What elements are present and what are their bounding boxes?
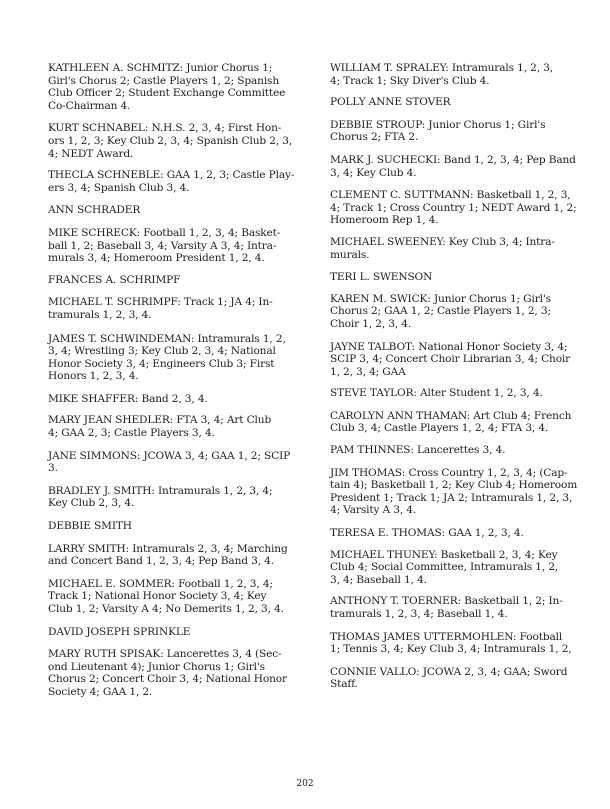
student-entry bbox=[48, 296, 316, 321]
student-entry bbox=[48, 520, 316, 533]
entry-line: 3, 4; Baseball 1, 4. bbox=[330, 573, 427, 586]
entry-line: Girl's Chorus 2; Castle Players 1, 2; Spanish bbox=[48, 74, 280, 87]
entry-line: ANTHONY T. TOERNER: Basketball 1, 2; In- bbox=[330, 595, 563, 608]
entry-line: LARRY SMITH: Intramurals 2, 3, 4; Marching bbox=[48, 542, 288, 555]
entry-line: ond Lieutenant 4); Junior Chorus 1; Girl's bbox=[48, 660, 265, 673]
entry-line: MICHAEL E. SOMMER: Football 1, 2, 3, 4; bbox=[48, 577, 273, 590]
entry-line: tramurals 1, 2, 3, 4. bbox=[48, 308, 152, 321]
entry-line: 3, 4; Wrestling 3; Key Club 2, 3, 4; National bbox=[48, 345, 276, 358]
entry-line: MARY JEAN SHEDLER: FTA 3, 4; Art Club bbox=[48, 414, 272, 427]
student-entry bbox=[48, 485, 316, 510]
entry-line: TERI L. SWENSON bbox=[330, 271, 433, 284]
entry-line: Track 1; National Honor Society 3, 4; Key bbox=[48, 590, 267, 603]
entry-line: BRADLEY J. SMITH: Intramurals 1, 2, 3, 4; bbox=[48, 484, 273, 497]
entry-line: Choir 1, 2, 3, 4. bbox=[330, 317, 412, 330]
entry-line: ers 3, 4; Spanish Club 3, 4. bbox=[48, 181, 190, 194]
entry-line: WILLIAM T. SPRALEY: Intramurals 1, 2, 3, bbox=[330, 62, 553, 74]
entry-line: Co-Chairman 4. bbox=[48, 99, 131, 112]
entry-line: 4; NEDT Award. bbox=[48, 147, 134, 160]
entry-line: MIKE SCHRECK: Football 1, 2, 3, 4; Basket- bbox=[48, 226, 281, 239]
student-entry bbox=[48, 578, 316, 616]
entry-line: JAMES T. SCHWINDEMAN: Intramurals 1, 2, bbox=[48, 332, 286, 345]
student-entry bbox=[48, 626, 316, 639]
student-entry bbox=[48, 393, 316, 406]
student-entry bbox=[48, 450, 316, 475]
entry-line: murals. bbox=[330, 248, 370, 261]
entry-line: Club 1, 2; Varsity A 4; No Demerits 1, 2, 3, 4. bbox=[48, 603, 284, 615]
entry-line: POLLY ANNE STOVER bbox=[330, 96, 451, 109]
student-entry bbox=[330, 595, 588, 620]
student-entry bbox=[330, 467, 588, 517]
entry-line: STEVE TAYLOR: Alter Student 1, 2, 3, 4. bbox=[330, 387, 543, 400]
entry-line: ball 1, 2; Baseball 3, 4; Varsity A 3, 4; Intra- bbox=[48, 239, 277, 252]
entry-line: THOMAS JAMES UTTERMOHLEN: Football bbox=[330, 630, 563, 643]
entry-line: MICHAEL SWEENEY: Key Club 3, 4; Intra- bbox=[330, 235, 555, 248]
entry-line: 1; Tennis 3, 4; Key Club 3, 4; Intramurals 1, 2, bbox=[330, 643, 572, 656]
entry-line: MICHAEL THUNEY: Basketball 2, 3, 4; Key bbox=[330, 548, 558, 561]
entry-line: THECLA SCHNEBLE: GAA 1, 2, 3; Castle Play- bbox=[48, 169, 295, 182]
entry-line: Chorus 2; FTA 2. bbox=[330, 131, 419, 144]
entry-line: President 1; Track 1; JA 2; Intramurals 1, 2, 3, bbox=[330, 491, 573, 504]
student-entry bbox=[330, 410, 588, 435]
entry-line: 4; Track 1; Cross Country 1; NEDT Award 1, 2; bbox=[330, 201, 577, 214]
student-entry bbox=[330, 387, 588, 400]
entry-line: KAREN M. SWICK: Junior Chorus 1; Girl's bbox=[330, 292, 551, 305]
entry-line: MARY RUTH SPISAK: Lancerettes 3, 4 (Sec- bbox=[48, 648, 282, 661]
entry-line: DEBBIE STROUP: Junior Chorus 1; Girl's bbox=[330, 118, 546, 131]
student-entry bbox=[48, 204, 316, 217]
student-entry bbox=[330, 549, 588, 587]
entry-line: Key Club 2, 3, 4. bbox=[48, 497, 135, 510]
entry-line: FRANCES A. SCHRIMPF bbox=[48, 273, 181, 286]
entry-line: SCIP 3, 4; Concert Choir Librarian 3, 4; Choir bbox=[330, 353, 571, 366]
student-entry bbox=[48, 169, 316, 194]
left-column bbox=[48, 62, 316, 699]
student-entry bbox=[48, 274, 316, 287]
entry-line: MARK J. SUCHECKI: Band 1, 2, 3, 4; Pep Band bbox=[330, 153, 576, 166]
right-column bbox=[330, 62, 588, 691]
student-entry bbox=[330, 62, 588, 87]
student-entry bbox=[330, 154, 588, 179]
entry-line: tramurals 1, 2, 3, 4; Baseball 1, 4. bbox=[330, 608, 508, 620]
entry-line: CAROLYN ANN THAMAN: Art Club 4; French bbox=[330, 409, 572, 422]
student-entry bbox=[48, 543, 316, 568]
entry-line: ors 1, 2, 3; Key Club 2, 3, 4; Spanish Club 2, 3, bbox=[48, 134, 293, 147]
entry-line: Club Officer 2; Student Exchange Committee bbox=[48, 87, 286, 100]
entry-line: Club 4; Social Committee, Intramurals 1, 2, bbox=[330, 561, 559, 574]
entry-line: MIKE SHAFFER: Band 2, 3, 4. bbox=[48, 392, 208, 405]
student-entry bbox=[48, 414, 316, 439]
student-entry bbox=[330, 271, 588, 284]
entry-line: Society 4; GAA 1, 2. bbox=[48, 685, 153, 698]
entry-line: 3, 4; Key Club 4. bbox=[330, 166, 417, 179]
student-entry bbox=[330, 96, 588, 109]
student-entry bbox=[330, 119, 588, 144]
entry-line: murals 3, 4; Homeroom President 1, 2, 4. bbox=[48, 252, 265, 265]
entry-line: 4; Track 1; Sky Diver's Club 4. bbox=[330, 74, 490, 87]
entry-line: 3. bbox=[48, 462, 58, 475]
entry-line: Chorus 2; GAA 1, 2; Castle Players 1, 2, 3; bbox=[330, 305, 551, 318]
entry-line: PAM THINNES: Lancerettes 3, 4. bbox=[330, 444, 506, 457]
student-entry bbox=[48, 122, 316, 160]
student-entry bbox=[48, 333, 316, 383]
entry-line: TERESA E. THOMAS: GAA 1, 2, 3, 4. bbox=[330, 527, 524, 540]
student-entry bbox=[330, 189, 588, 227]
entry-line: Club 3, 4; Castle Players 1, 2, 4; FTA 3, 4. bbox=[330, 422, 549, 435]
entry-line: Chorus 2; Concert Choir 3, 4; National Honor bbox=[48, 673, 287, 686]
entry-line: KURT SCHNABEL: N.H.S. 2, 3, 4; First Hon- bbox=[48, 122, 282, 135]
entry-line: 4; GAA 2, 3; Castle Players 3, 4. bbox=[48, 427, 215, 440]
entry-line: tain 4); Basketball 1, 2; Key Club 4; Homeroom bbox=[330, 479, 578, 492]
entry-line: JIM THOMAS: Cross Country 1, 2, 3, 4; (Cap- bbox=[330, 466, 568, 479]
entry-line: KATHLEEN A. SCHMITZ: Junior Chorus 1; bbox=[48, 62, 273, 74]
entry-line: CLEMENT C. SUTTMANN: Basketball 1, 2, 3, bbox=[330, 189, 571, 202]
student-entry bbox=[330, 444, 588, 457]
entry-line: 1, 2, 3, 4; GAA bbox=[330, 365, 406, 378]
entry-line: 4; Varsity A 3, 4. bbox=[330, 504, 417, 517]
student-entry bbox=[48, 648, 316, 698]
entry-line: MICHAEL T. SCHRIMPF: Track 1; JA 4; In- bbox=[48, 296, 273, 309]
student-entry bbox=[330, 236, 588, 261]
entry-line: Honors 1, 2, 3, 4. bbox=[48, 370, 139, 383]
entry-line: Homeroom Rep 1, 4. bbox=[330, 214, 439, 227]
entry-line: ANN SCHRADER bbox=[48, 204, 141, 217]
student-entry bbox=[48, 62, 316, 112]
student-entry bbox=[330, 341, 588, 379]
entry-line: DEBBIE SMITH bbox=[48, 520, 132, 533]
entry-line: CONNIE VALLO: JCOWA 2, 3, 4; GAA; Sword bbox=[330, 665, 568, 678]
entry-line: Staff. bbox=[330, 678, 358, 691]
page-number: 202 bbox=[296, 779, 314, 789]
entry-line: JAYNE TALBOT: National Honor Society 3, 4; bbox=[330, 340, 568, 353]
entry-line: Honor Society 3, 4; Engineers Club 3; First bbox=[48, 357, 275, 370]
entry-line: DAVID JOSEPH SPRINKLE bbox=[48, 625, 191, 638]
student-entry bbox=[330, 631, 588, 656]
entry-line: JANE SIMMONS: JCOWA 3, 4; GAA 1, 2; SCIP bbox=[48, 449, 291, 462]
student-entry bbox=[330, 527, 588, 540]
student-entry bbox=[330, 666, 588, 691]
entry-line: and Concert Band 1, 2, 3, 4; Pep Band 3, 4. bbox=[48, 555, 274, 568]
student-entry bbox=[330, 293, 588, 331]
student-entry bbox=[48, 227, 316, 265]
